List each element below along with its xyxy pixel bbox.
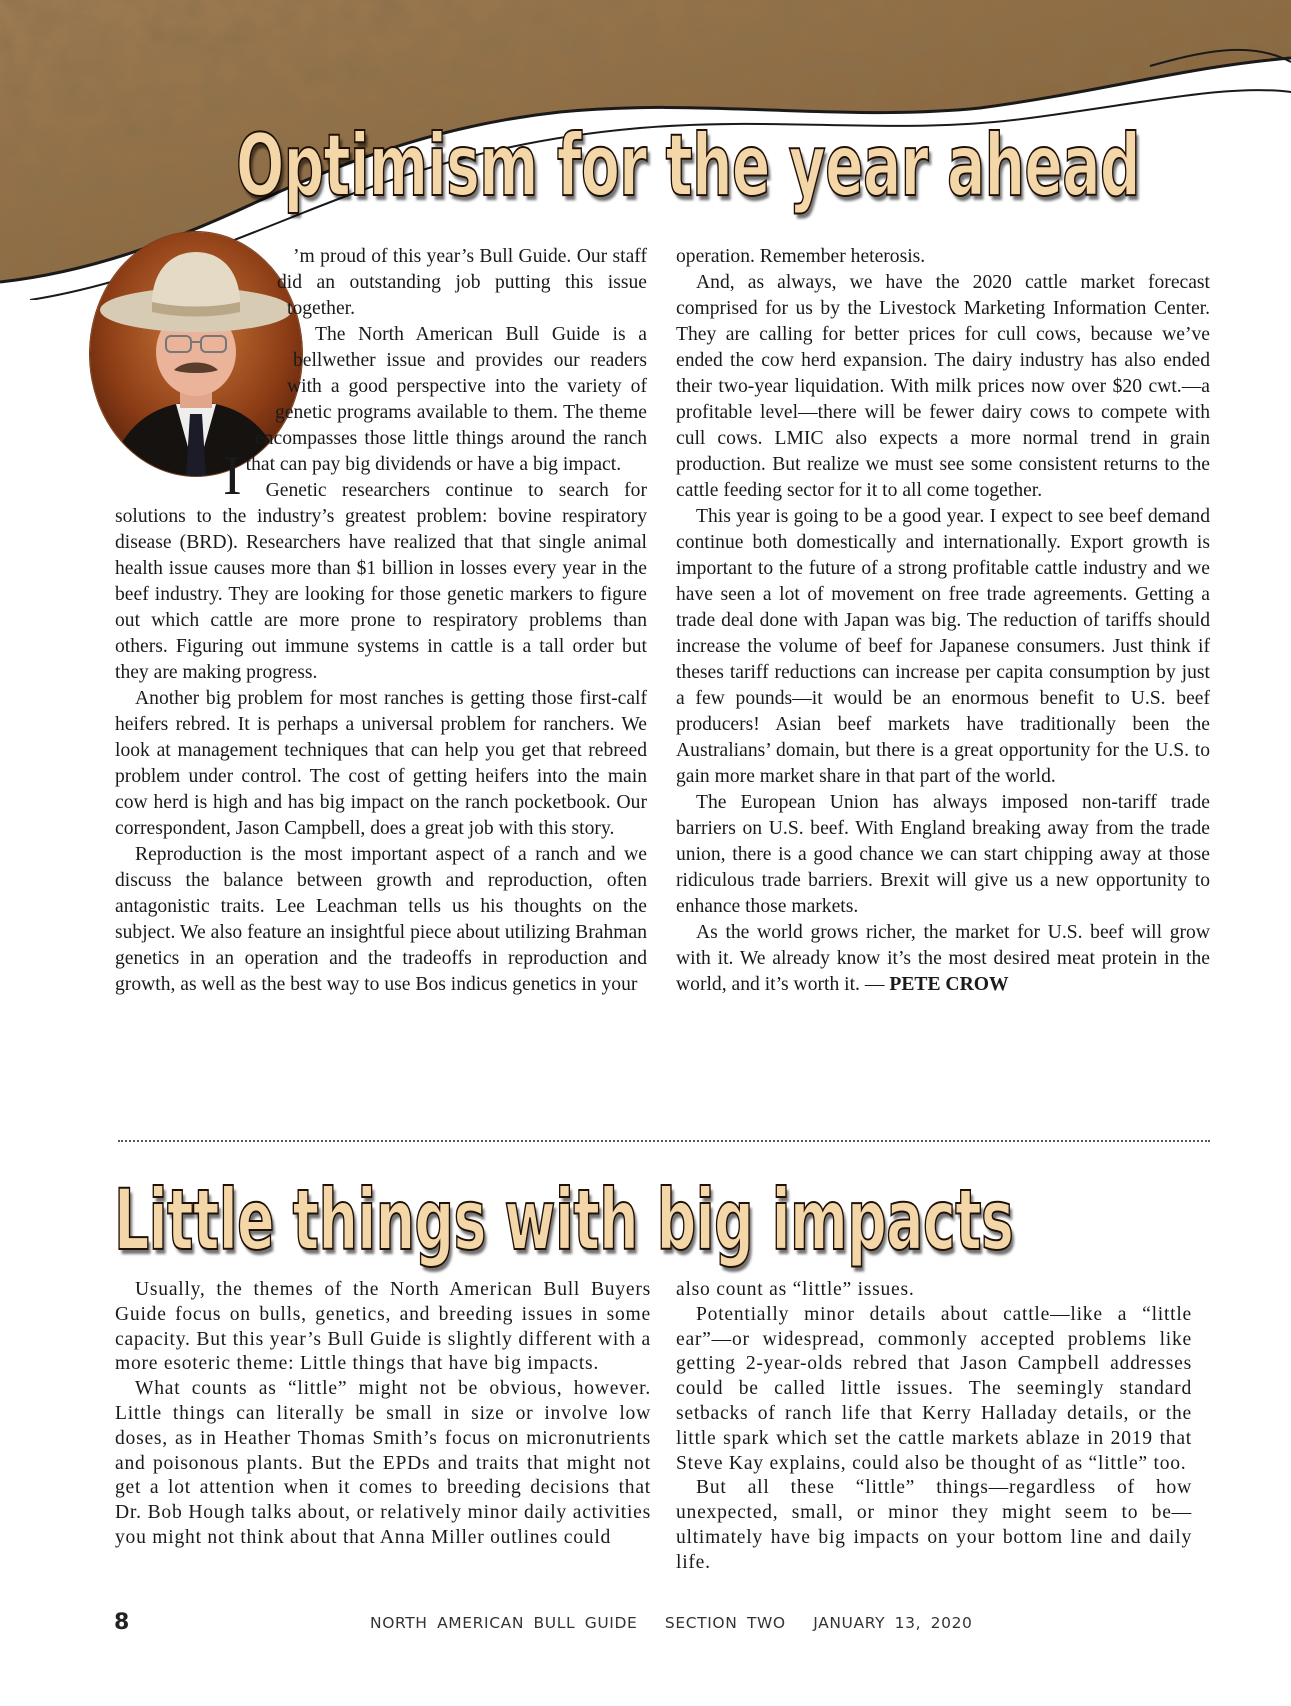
feature-paragraph: But all these “little” things—regardless of how unexpected, small, or minor they might seem to be—ultimately have big impacts on your bottom line and daily life. (676, 1477, 1192, 1573)
section-label: SECTION TWO (664, 1614, 786, 1632)
editorial-headline: Optimism for the year ahead (236, 116, 1140, 216)
editorial-paragraph: operation. Remember heterosis. (676, 246, 926, 267)
editorial-paragraph: And, as always, we have the 2020 cattle market forecast comprised for us by the Livestock Marketing Information Center. They are calling for better prices for cull cows, because we’ve ended the cow herd expansion. The dairy industry has also ended their two-year liquidation. With milk prices now over $20 cwt.—a profitable level—there will be fewer dairy cows to compete with cull cows. LMIC also expects a more normal trend in grain production. But realize we must see some consistent returns to the cattle feeding sector for it to all come together. (676, 272, 1210, 501)
feature-column-2 (676, 1278, 1192, 1576)
feature-paragraph: Usually, the themes of the North American Bull Buyers Guide focus on bulls, genetics, and breeding issues in some capacity. But this year’s Bull Guide is slightly different with a more esoteric theme: Little things that have big impacts. (115, 1279, 651, 1375)
editorial-paragraph: The North American Bull Guide is a bellwether issue and provides our readers with a good perspective into the variety of genetic programs available to them. The theme encompasses those little things around the ranch that can pay big dividends or have a big impact. (245, 324, 647, 475)
issue-date: JANUARY 13, 2020 (813, 1614, 973, 1632)
footer-text (370, 1614, 991, 1632)
editorial-paragraph: This year is going to be a good year. I expect to see beef demand continue both domestically and internationally. Export growth is important to the future of a strong profitable cattle industry and we have seen a lot of movement on free trade agreements. Getting a trade deal done with Japan was big. The reduction of tariffs should increase the volume of beef for Japanese consumers. Just think if theses tariff reductions can increase per capita consumption by just a few pounds—it would be an enormous benefit to U.S. beef producers! Asian beef markets have traditionally been the Australians’ domain, but there is a great opportunity for the U.S. to gain more market share in that part of the world. (676, 506, 1210, 787)
editorial-paragraph: Genetic researchers continue to search for solutions to the industry’s greatest problem: bovine respiratory disease (BRD). Researchers have realized that that single animal health issue causes more than $1 billion in losses every year in the beef industry. They are looking for those genetic markers to figure out which cattle are more prone to respiratory problems than others. Figuring out immune systems in cattle is a tall order but they are making progress. (115, 480, 647, 683)
editorial-paragraph: The European Union has always imposed non-tariff trade barriers on U.S. beef. With England breaking away from the trade union, there is a good chance we can start chipping away at those ridiculous trade barriers. Brexit will give us a new opportunity to enhance those markets. (676, 792, 1210, 917)
feature-paragraph: Potentially minor details about cattle—like a “little ear”—or widespread, commonly accepted problems like getting 2-year-olds rebred that Jason Campbell addresses could be called little issues. The seemingly standard setbacks of ranch life that Kerry Halladay details, or the little spark which set the cattle markets ablaze in 2019 that Steve Kay explains, could also be thought of as “little” too. (676, 1303, 1192, 1474)
editorial-paragraph: I ’m proud of this year’s Bull Guide. Our staff did an outstanding job putting this issue together. (223, 246, 647, 507)
editorial-paragraph: Reproduction is the most important aspect of a ranch and we discuss the balance between growth and reproduction, often antagonistic traits. Lee Leachman tells us his thoughts on the subject. We also feature an insightful piece about utilizing Brahman genetics in an operation and the tradeoffs in reproduction and growth, as well as the best way to use Bos indicus genetics in your (115, 844, 647, 995)
editorial-paragraph: Another big problem for most ranches is getting those first-calf heifers rebred. It is perhaps a universal problem for ranchers. We look at management techniques that can help you get that rebreed problem under control. The cost of getting heifers into the main cow herd is high and has big impact on the ranch pocketbook. Our correspondent, Jason Campbell, does a great job with this story. (115, 688, 647, 839)
page-number: 8 (114, 1610, 130, 1635)
editorial-paragraph: As the world grows richer, the market for U.S. beef will grow with it. We already know it’s the most desired meat protein in the world, and it’s worth it. — PETE CROW (676, 922, 1210, 995)
editorial-column-2 (676, 244, 1210, 998)
editorial-column-1 (115, 244, 647, 998)
section-divider (118, 1140, 1210, 1142)
feature-headline: Little things with big impacts (114, 1171, 1014, 1269)
drop-cap: I (223, 445, 242, 507)
publication-name: NORTH AMERICAN BULL GUIDE (370, 1614, 638, 1632)
feature-paragraph: also count as “little” issues. (676, 1279, 915, 1300)
feature-paragraph: What counts as “little” might not be obvious, however. Little things can literally be small in size or involve low doses, as in Heather Thomas Smith’s focus on micronutrients and poisonous plants. But the EPDs and traits that might not get a lot attention when it comes to breeding decisions that Dr. Bob Hough talks about, or relatively minor daily activities you might not think about that Anna Miller outlines could (115, 1378, 651, 1548)
page-footer (114, 1612, 1214, 1636)
author-byline: PETE CROW (889, 974, 1009, 995)
feature-column-1 (115, 1278, 651, 1551)
